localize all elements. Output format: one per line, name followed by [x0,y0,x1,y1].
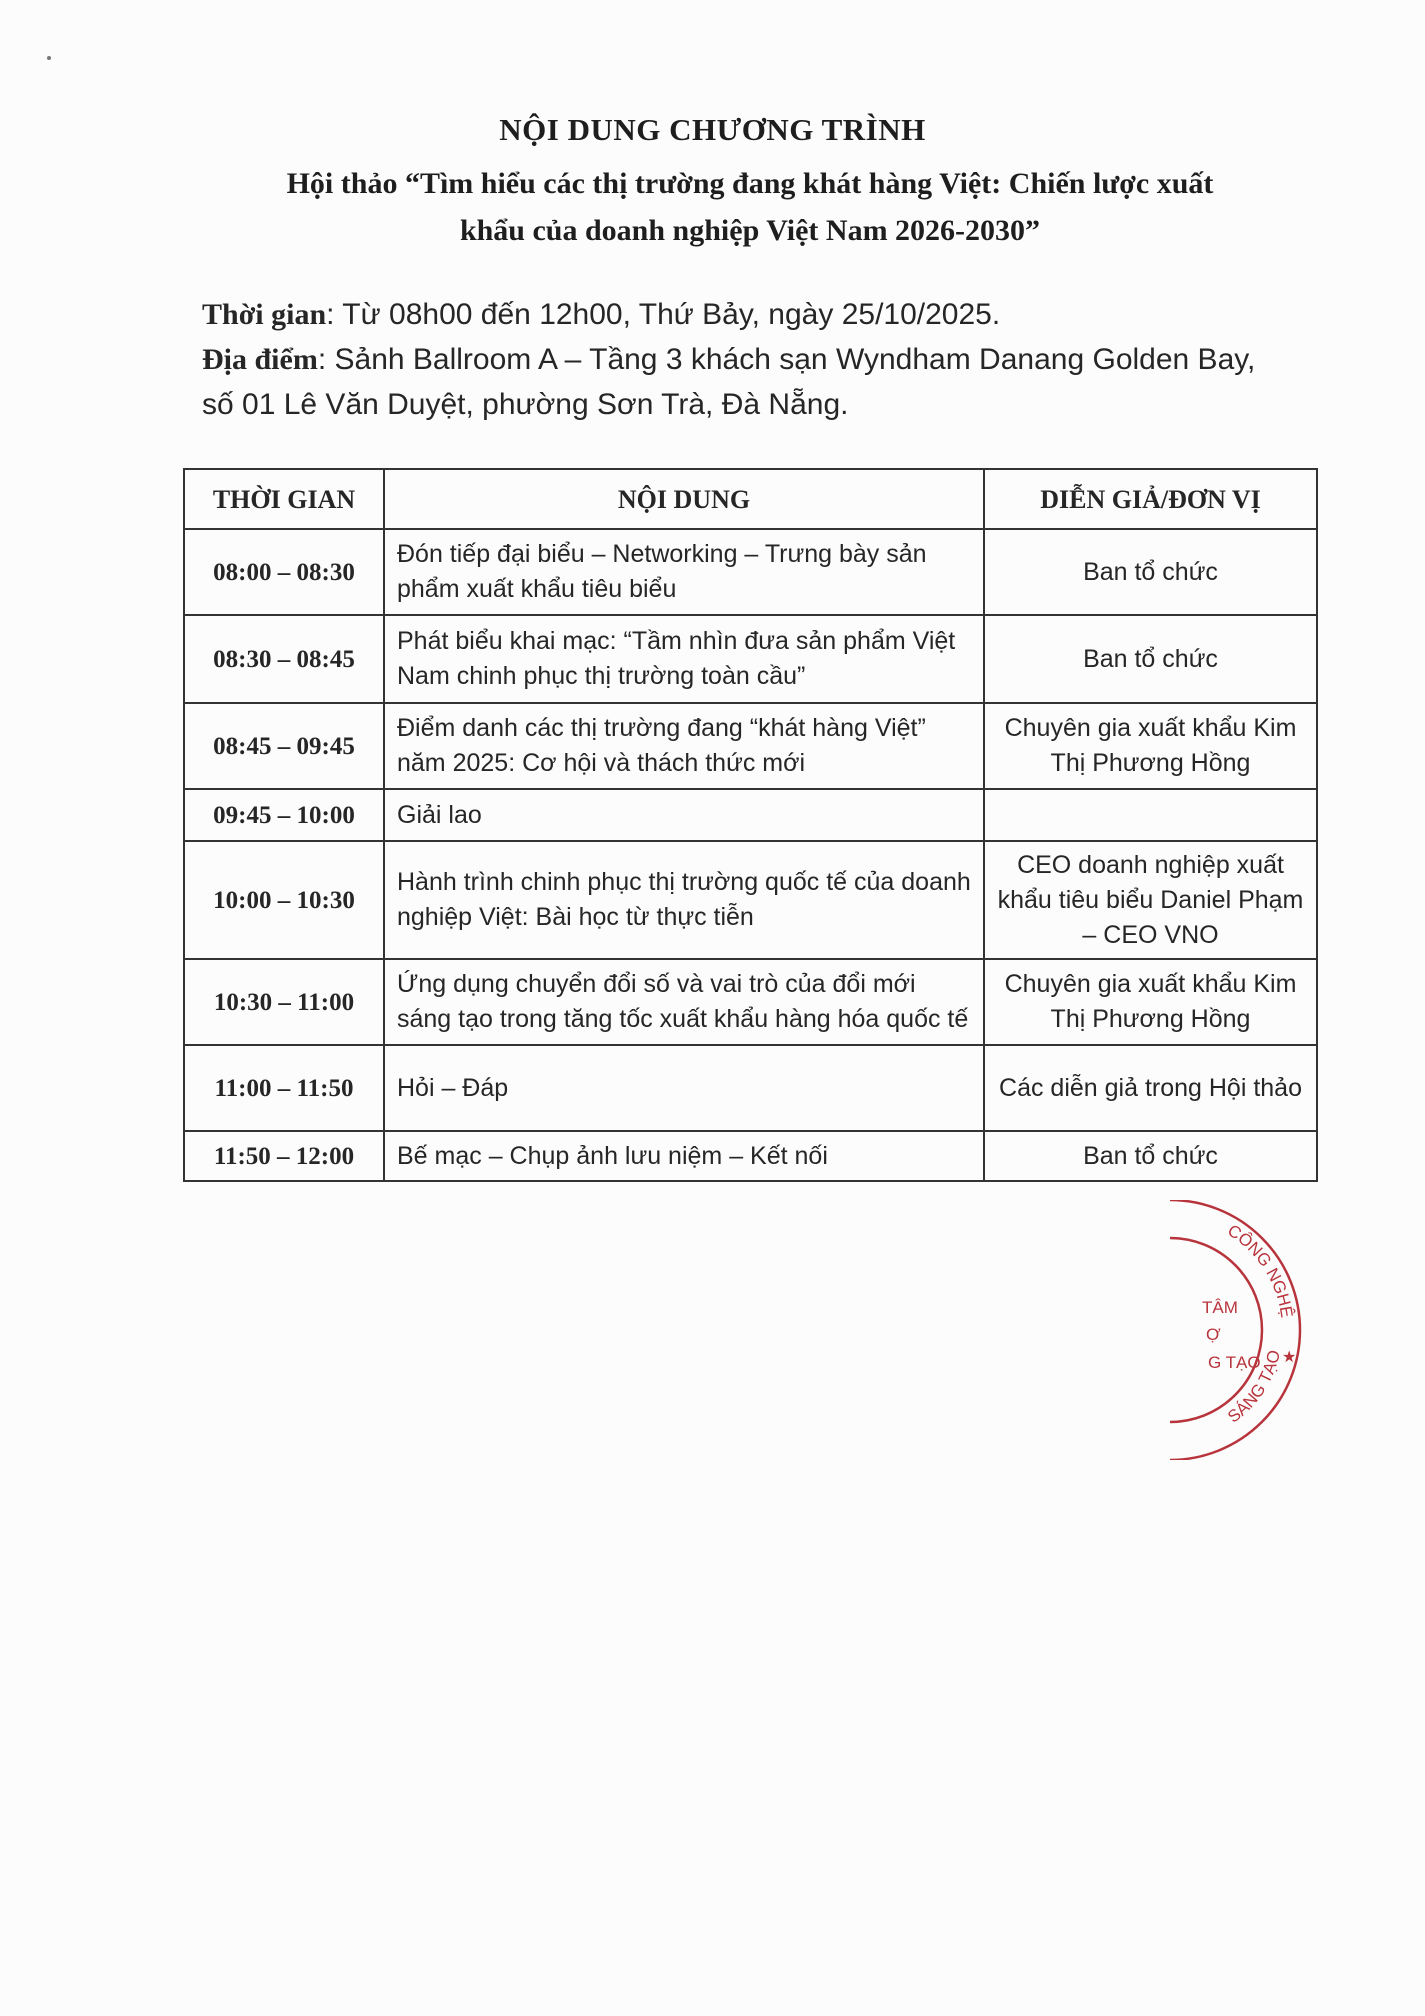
place-line-2: số 01 Lê Văn Duyệt, phường Sơn Trà, Đà Nẵng. [202,388,849,421]
seal-text-top: CÔNG NGHỆ [1224,1220,1297,1319]
row-content: Đón tiếp đại biểu – Networking – Trưng bày sản phẩm xuất khẩu tiêu biểu [384,529,984,615]
row-content: Hành trình chinh phục thị trường quốc tế của doanh nghiệp Việt: Bài học từ thực tiễn [384,841,984,959]
place-label: Địa điểm [202,343,318,376]
seal-star-icon: ★ [1282,1349,1297,1366]
time-value: : Từ 08h00 đến 12h00, Thứ Bảy, ngày 25/10/2025. [326,298,1001,331]
seal-text-bottom: SÁNG TẠO [1224,1348,1285,1427]
agenda-row [184,615,1317,703]
row-speaker: Các diễn giả trong Hội thảo [984,1045,1317,1131]
row-speaker: Ban tổ chức [984,1131,1317,1181]
agenda-row [184,1045,1317,1131]
agenda-table [183,468,1318,1182]
row-speaker [984,789,1317,841]
row-speaker: Chuyên gia xuất khẩu Kim Thị Phương Hồng [984,959,1317,1045]
agenda-row [184,529,1317,615]
row-content: Giải lao [384,789,984,841]
row-content: Hỏi – Đáp [384,1045,984,1131]
subtitle-line-1: Hội thảo “Tìm hiểu các thị trường đang khát hàng Việt: Chiến lược xuất [286,167,1214,200]
scan-speck [47,56,51,60]
row-speaker: CEO doanh nghiệp xuất khẩu tiêu biểu Daniel Phạm – CEO VNO [984,841,1317,959]
agenda-row [184,841,1317,959]
seal-inner-text-2: Ợ [1206,1325,1221,1344]
seal-inner-text-1: TÂM [1202,1298,1238,1317]
row-content: Bế mạc – Chụp ảnh lưu niệm – Kết nối [384,1131,984,1181]
header-speaker: DIỄN GIẢ/ĐƠN VỊ [984,469,1317,529]
seal-graphic [1170,1200,1320,1460]
place-line [202,337,1322,382]
row-time: 11:00 – 11:50 [184,1045,384,1131]
row-time: 10:30 – 11:00 [184,959,384,1045]
row-time: 08:00 – 08:30 [184,529,384,615]
place-value-line-1: : Sảnh Ballroom A – Tầng 3 khách sạn Wyndham Danang Golden Bay, [317,343,1256,376]
row-speaker: Chuyên gia xuất khẩu Kim Thị Phương Hồng [984,703,1317,789]
header-time: THỜI GIAN [184,469,384,529]
event-details [202,292,1322,427]
document-subtitle [200,160,1300,254]
row-time: 09:45 – 10:00 [184,789,384,841]
row-time: 10:00 – 10:30 [184,841,384,959]
agenda-row [184,959,1317,1045]
agenda-row [184,1131,1317,1181]
row-content: Ứng dụng chuyển đổi số và vai trò của đổi mới sáng tạo trong tăng tốc xuất khẩu hàng hóa quốc tế [384,959,984,1045]
row-time: 08:30 – 08:45 [184,615,384,703]
document-title: NỘI DUNG CHƯƠNG TRÌNH [499,112,926,147]
subtitle-line-2: khẩu của doanh nghiệp Việt Nam 2026-2030” [459,214,1041,247]
agenda-header-row [184,469,1317,529]
time-label: Thời gian [202,298,327,331]
agenda-row [184,703,1317,789]
row-time: 11:50 – 12:00 [184,1131,384,1181]
red-seal-stamp [1170,1200,1320,1460]
header-content: NỘI DUNG [384,469,984,529]
time-line [202,292,1322,337]
row-speaker: Ban tổ chức [984,615,1317,703]
agenda-row [184,789,1317,841]
row-speaker: Ban tổ chức [984,529,1317,615]
row-time: 08:45 – 09:45 [184,703,384,789]
row-content: Phát biểu khai mạc: “Tầm nhìn đưa sản phẩm Việt Nam chinh phục thị trường toàn cầu” [384,615,984,703]
seal-inner-text-3: G TẠO [1208,1353,1261,1372]
row-content: Điểm danh các thị trường đang “khát hàng Việt” năm 2025: Cơ hội và thách thức mới [384,703,984,789]
